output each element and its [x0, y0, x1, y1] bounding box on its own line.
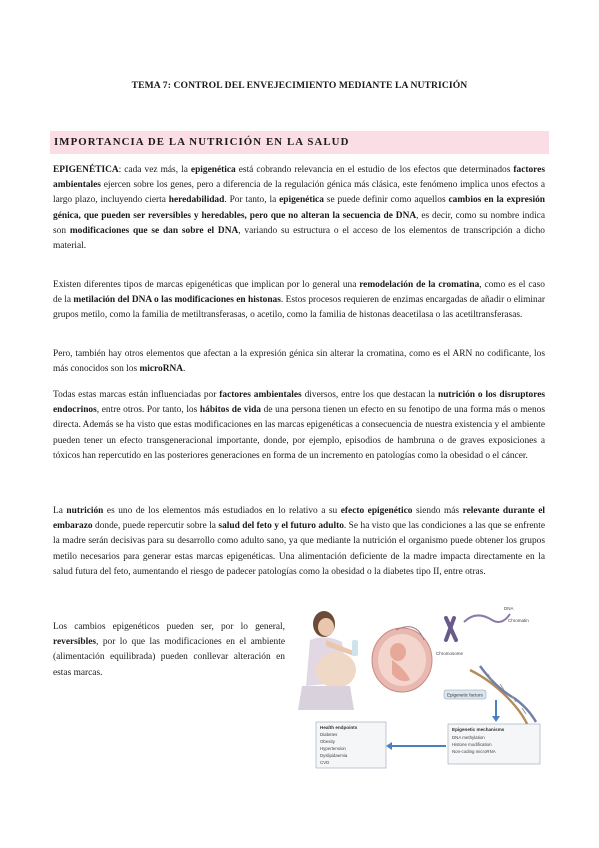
bold-text-run: efecto epigenético [340, 506, 413, 516]
text-run: , por lo que las modificaciones en el ambiente (alimentación equilibrada) pueden conllevar alteración en estas marcas. [53, 637, 285, 678]
bold-text-run: metilación del DNA o las modificaciones en histonas [73, 295, 281, 306]
dna-label: DNA [504, 606, 514, 611]
epigenetics-illustration [296, 600, 546, 770]
text-run: es uno de los elementos más estudiados en lo relativo a su [103, 506, 341, 516]
paragraph-factores-ambientales [53, 388, 545, 464]
section-heading: IMPORTANCIA DE LA NUTRICIÓN EN LA SALUD [54, 136, 350, 148]
paragraph-marcas-epigeneticas [53, 278, 545, 324]
text-run: ejercen sobre los genes, pero a diferencia de la regulación génica más clásica, este fenómeno implica unos efectos a largo plazo, incluyendo cierta [53, 180, 545, 206]
epigenetic-mechanism-item: Non-coding microRNA [452, 749, 496, 754]
health-endpoint-item: Diabetes [320, 732, 338, 737]
paragraph-arn-no-codificante [53, 347, 545, 377]
bold-text-run: salud del feto y el futuro adulto [218, 521, 344, 532]
text-run: : cada vez más, la [118, 165, 191, 175]
health-endpoint-item: CVD [320, 760, 330, 765]
bold-text-run: factores ambientales [53, 165, 545, 191]
bold-text-run: nutrición o los disruptores endocrinos [53, 390, 546, 416]
fetus-image [372, 627, 432, 692]
bold-text-run: remodelación de la cromatina [359, 280, 480, 290]
paragraph-cambios-reversibles [53, 620, 285, 681]
text-run: , entre otros. Por tanto, los [96, 405, 200, 416]
epigenetic-mechanism-item: DNA methylation [452, 735, 485, 740]
text-run: Todas estas marcas están influenciadas por [53, 390, 220, 400]
bold-text-run: nutrición [66, 506, 104, 516]
text-run: . Estos procesos requieren de enzimas encargadas de añadir o eliminar grupos metilo, como la familia de metiltransferasas, o acetilo, como la familia de histonas deacetilasa o las acetiltransferasas. [53, 295, 545, 321]
health-endpoint-item: Obesity [320, 739, 335, 744]
text-run: siendo más [412, 506, 463, 516]
text-run: está cobrando relevancia en el estudio de los efectos que determinados [235, 165, 514, 175]
text-run: Pero, también hay otros elementos que afectan a la expresión génica sin alterar la cromatina, como es el ARN no codificante, los más conocidos son los [53, 349, 545, 375]
section-header-bar [50, 131, 549, 154]
bold-text-run: cambios en la expresión génica, que pueden ser reversibles y heredables, pero que no alteran la secuencia de DNA [53, 195, 545, 221]
bold-text-run: epigenética [279, 195, 324, 206]
bold-text-run: relevante durante el embarazo [53, 506, 545, 532]
epigenetic-mechanism-item: Histone modification [452, 742, 492, 747]
text-run: Existen diferentes tipos de marcas epigenéticas que implican por lo general una [53, 280, 360, 290]
health-endpoint-item: Dyslipidaemia [320, 753, 348, 758]
text-run: , variando su estructura o el acceso de los elementos de transcripción a dicho material. [53, 225, 545, 252]
text-run: diversos, entre los que destacan la [301, 390, 438, 400]
text-run: . Se ha visto que las condiciones a las que se enfrente la madre serán decisivas para su desarrollo como adulto sano, ya que mediante la nutrición el organismo puede obtener los grupos metilo necesarios para generar estas marcas epigenéticas. Una alimentación deficiente de la madre impacta directamente en la salud futura del feto, aumentando el riesgo de padecer patologías como la obesidad o la diabetes tipo II, entre otras. [53, 521, 545, 577]
page-title: TEMA 7: CONTROL DEL ENVEJECIMIENTO MEDIANTE LA NUTRICIÓN [131, 80, 468, 91]
bold-text-run: microRNA [139, 364, 184, 375]
epigenetic-factors-tag [444, 690, 486, 699]
bold-text-run: hábitos de vida [199, 405, 261, 416]
text-run: . Por tanto, la [224, 195, 280, 206]
bold-text-run: modificaciones que se dan sobre el DNA [69, 225, 239, 236]
health-endpoint-item: Hypertension [320, 746, 346, 751]
text-run: , es decir, como su nombre indica son [53, 210, 545, 236]
bold-text-run: epigenética [190, 165, 236, 175]
text-run: Los cambios epigenéticos pueden ser, por lo general, [53, 622, 285, 632]
text-run: . [183, 364, 186, 375]
health-endpoints-header: Health endpoints [320, 725, 358, 730]
epigenetic-factors-label: Epigenetic factors [447, 692, 483, 698]
chromosome-dna-image [436, 606, 536, 726]
bold-text-run: heredabilidad [168, 195, 225, 206]
bold-text-run: reversibles [53, 637, 97, 648]
bold-text-run: EPIGENÉTICA [53, 165, 119, 175]
text-run: donde, puede repercutir sobre la [92, 521, 219, 532]
epigenetics-figure [296, 600, 546, 770]
paragraph-nutricion-embarazo [53, 504, 545, 580]
chromatin-label: Chromatin [508, 618, 529, 623]
text-run: La [53, 506, 67, 516]
text-run: de una persona tienen un efecto en su fenotipo de una forma más o menos directa. Además se ha visto que estas modificaciones en las marcas epigenéticas a consecuencia de nuestra existencia y el ambiente pueden tener un efecto transgeneracional importante, donde, por ejemplo, episodios de hambruna o de graves exposiciones a tóxicos han repercutido en las posteriores generaciones en forma de un incremento en patologías como la obesidad o el cáncer. [53, 405, 545, 461]
epigenetic-mechanisms-header: Epigenetic mechanisms [452, 727, 505, 732]
pregnant-woman-image [298, 611, 358, 710]
text-run: , como es el caso de la [53, 280, 545, 306]
bold-text-run: factores ambientales [219, 390, 302, 400]
chromosome-label: Chromosome [436, 651, 464, 656]
epigenetic-mechanisms-box [448, 724, 540, 764]
text-run: se puede definir como aquellos [323, 195, 449, 206]
paragraph-epigenetica [53, 163, 545, 254]
health-endpoints-box [316, 722, 386, 768]
